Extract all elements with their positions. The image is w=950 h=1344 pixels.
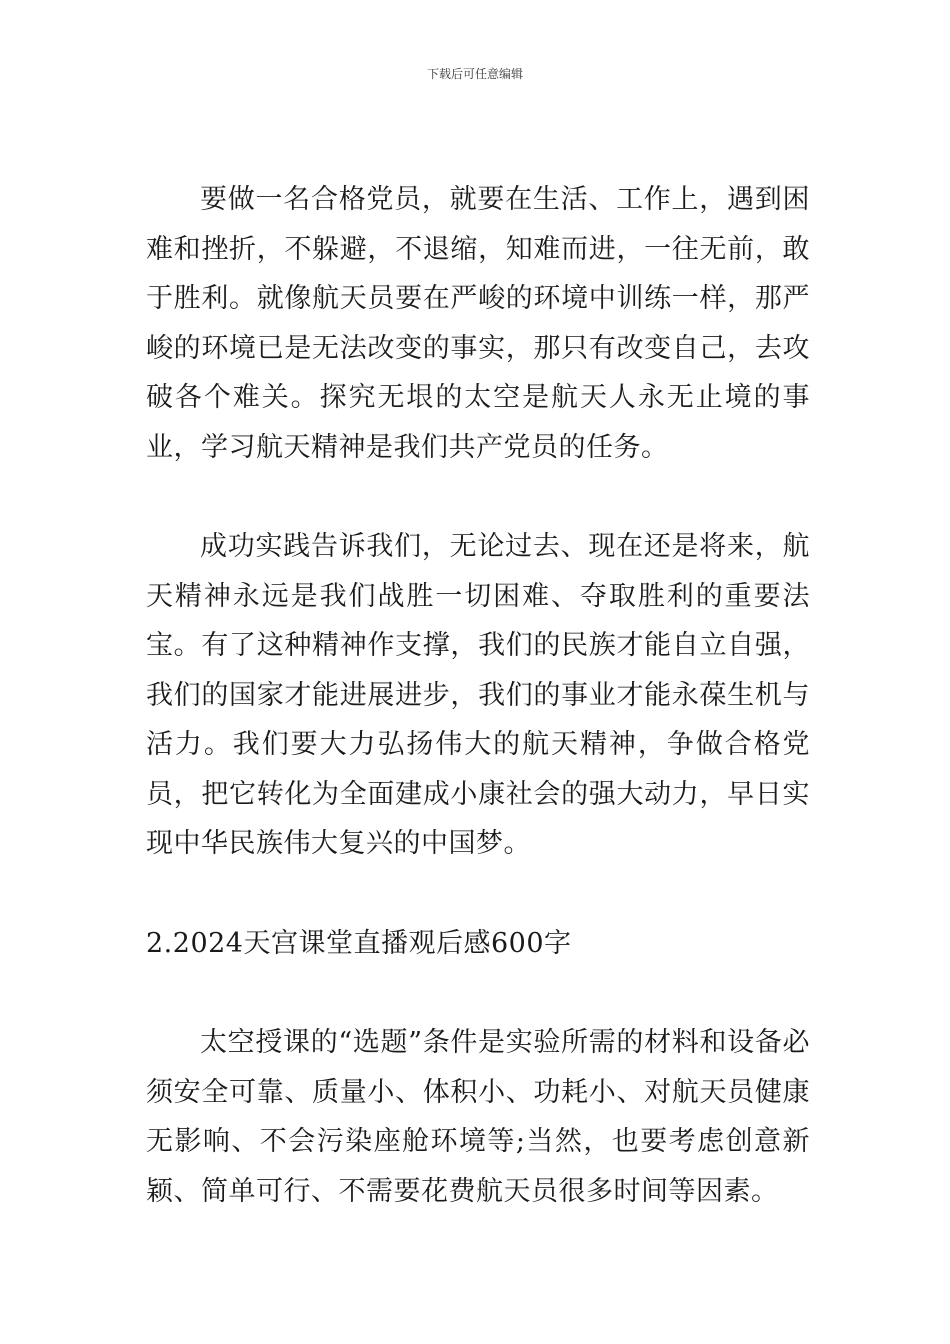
paragraph-space-spirit: 成功实践告诉我们，无论过去、现在还是将来，航天精神永远是我们战胜一切困难、夺取胜利的重要法宝。有了这种精神作支撑，我们的民族才能自立自强，我们的国家才能进展进步，我们的事业才能永葆生机与活力。我们要大力弘扬伟大的航天精神，争做合格党员，把它转化为全面建成小康社会的强大动力，早日实现中华民族伟大复兴的中国梦。 <box>146 531 810 859</box>
paragraph-party-member: 要做一名合格党员，就要在生活、工作上，遇到困难和挫折，不躲避，不退缩，知难而进，一往无前，敢于胜利。就像航天员要在严峻的环境中训练一样，那严峻的环境已是无法改变的事实，那只有改变自己，去攻破各个难关。探究无垠的太空是航天人永无止境的事业，学习航天精神是我们共产党员的任务。 <box>146 184 810 463</box>
document-body <box>146 175 810 1216</box>
section-heading: 2.2024天宫课堂直播观后感600字 <box>146 927 572 959</box>
header-note: 下载后可任意编辑 <box>426 67 523 81</box>
paragraph-space-lecture: 太空授课的“选题”条件是实验所需的材料和设备必须安全可靠、质量小、体积小、功耗小、对航天员健康无影响、不会污染座舱环境等;当然，也要考虑创意新颖、简单可行、不需要花费航天员很多时间等因素。 <box>146 1027 810 1207</box>
